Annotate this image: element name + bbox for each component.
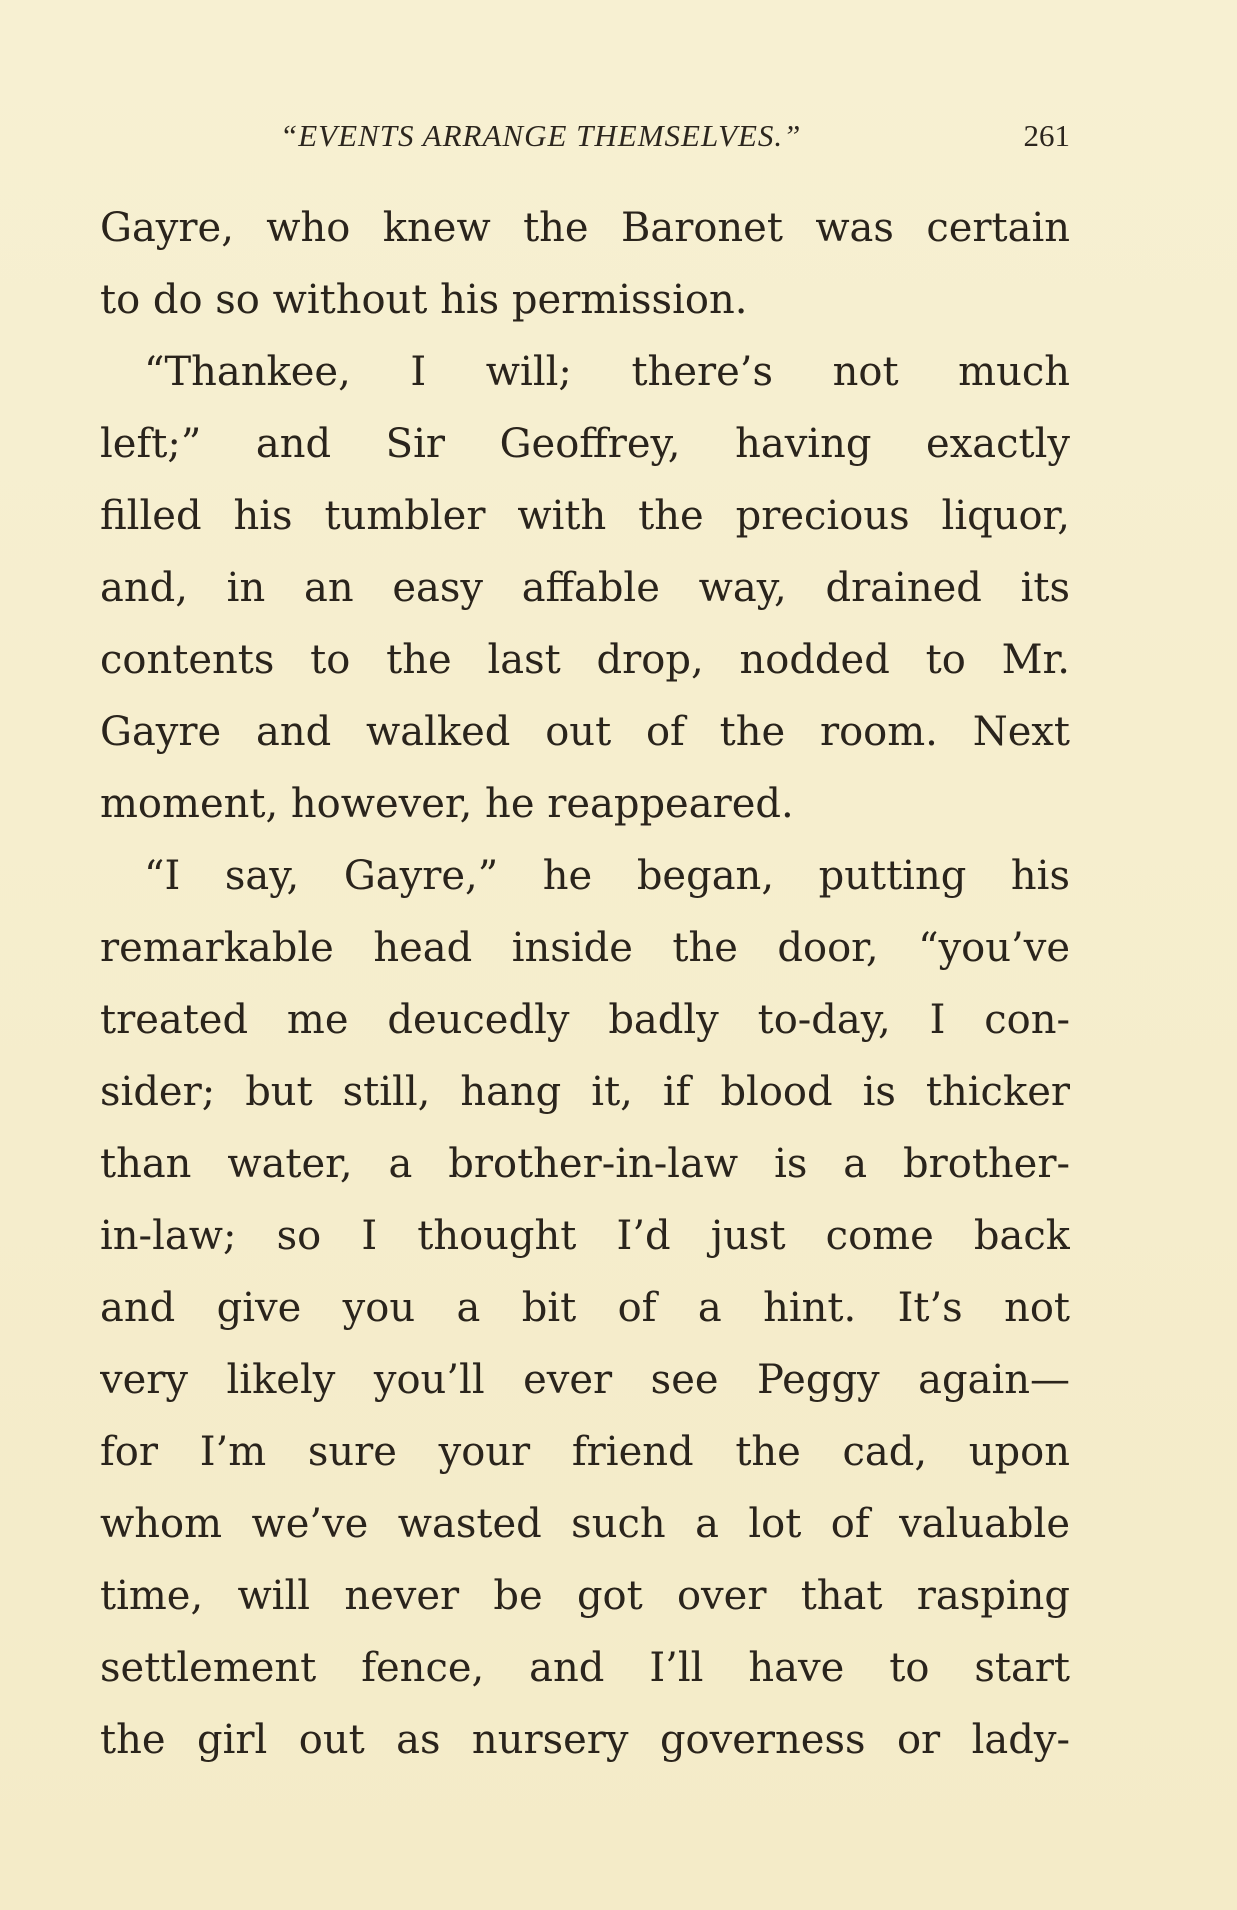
text-line: sider; but still, hang it, if blood is thicker [100,1069,1070,1115]
text-line: whom we’ve wasted such a lot of valuable [100,1501,1070,1547]
text-line: Gayre and walked out of the room. Next [100,709,1070,755]
text-line: in-law; so I thought I’d just come back [100,1213,1070,1259]
text-line: and, in an easy affable way, drained its [100,565,1070,611]
text-line: and give you a bit of a hint. It’s not [100,1285,1070,1331]
text-line: than water, a brother-in-law is a brother- [100,1141,1070,1187]
text-line: for I’m sure your friend the cad, upon [100,1429,1070,1475]
text-line: “I say, Gayre,” he began, putting his [144,853,1070,899]
text-line: treated me deucedly badly to-day, I con- [100,997,1070,1043]
text-line: settlement fence, and I’ll have to start [100,1645,1070,1691]
text-line: Gayre, who knew the Baronet was certain [100,205,1070,251]
text-line: filled his tumbler with the precious liquor, [100,493,1070,539]
text-line: to do so without his permission. [100,277,748,323]
text-line: the girl out as nursery governess or lady- [100,1717,1070,1763]
text-line: “Thankee, I will; there’s not much [144,349,1070,395]
running-head [100,118,1070,158]
text-line: moment, however, he reappeared. [100,781,794,827]
page-number: 261 [1023,118,1070,153]
text-line: very likely you’ll ever see Peggy again— [100,1357,1070,1403]
running-title: “EVENTS ARRANGE THEMSELVES.” [280,118,802,153]
text-line: remarkable head inside the door, “you’ve [100,925,1070,971]
text-line: contents to the last drop, nodded to Mr. [100,637,1070,683]
text-line: time, will never be got over that rasping [100,1573,1070,1619]
body-text [100,192,1070,1776]
text-line: left;” and Sir Geoffrey, having exactly [100,421,1070,467]
